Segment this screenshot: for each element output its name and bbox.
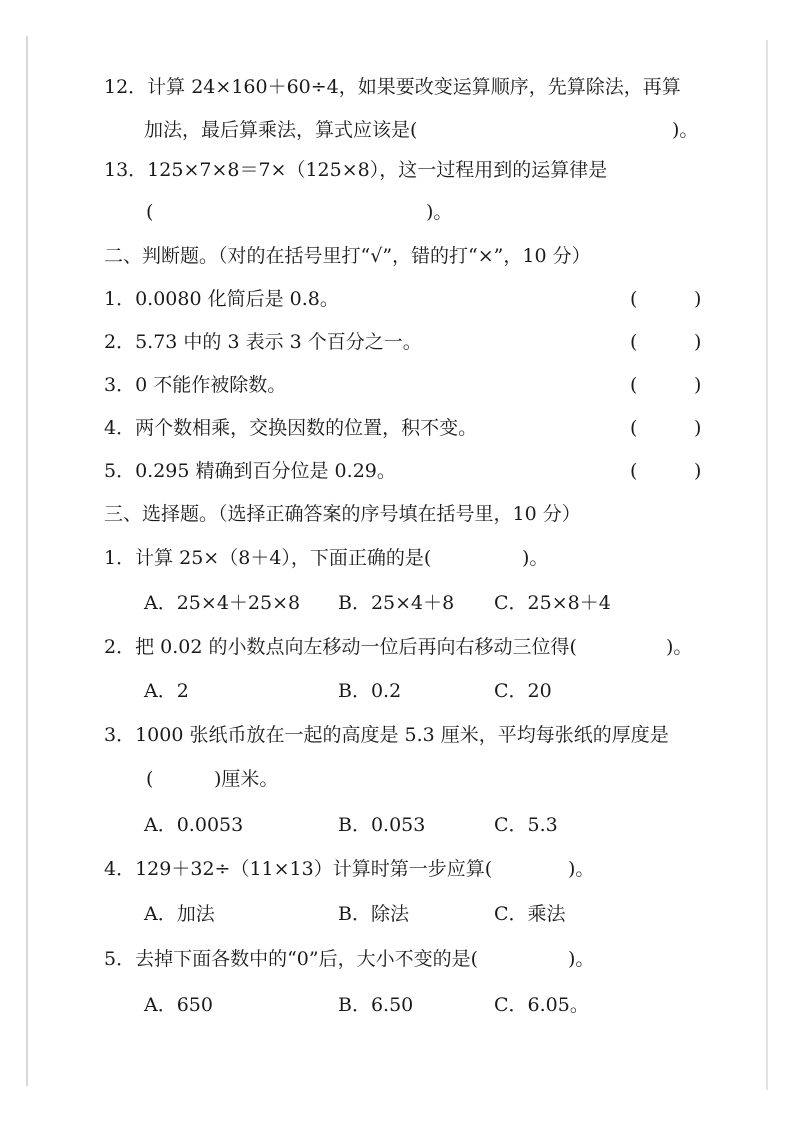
judge-item-2: 2．5.73 中的 3 表示 3 个百分之一。 <box>104 331 422 353</box>
judge-item-3: 3．0 不能作被除数。 <box>104 374 287 396</box>
choice-q1-stem: 1．计算 25×（8＋4），下面正确的是( <box>104 547 432 569</box>
choice-q3-close: )厘米。 <box>214 768 279 790</box>
choice-q5-option-a: A．650 <box>144 994 213 1016</box>
judge-item-1: 1．0.0080 化简后是 0.8。 <box>104 288 339 310</box>
judge-item-3-close: ) <box>694 374 702 396</box>
q13-blank-open: ( <box>146 201 154 223</box>
section3-heading: 三、选择题。（选择正确答案的序号填在括号里，10 分） <box>104 503 581 525</box>
judge-item-4: 4．两个数相乘，交换因数的位置，积不变。 <box>104 417 478 439</box>
q12-line2: 加法，最后算乘法，算式应该是( <box>144 119 418 141</box>
choice-q4-close: )。 <box>568 858 595 880</box>
choice-q3-option-b: B．0.053 <box>338 814 426 836</box>
judge-item-5-close: ) <box>694 460 702 482</box>
scan-edge-left <box>26 36 28 1086</box>
judge-item-5: 5．0.295 精确到百分位是 0.29。 <box>104 460 396 482</box>
q13-blank-close: )。 <box>426 201 453 223</box>
choice-q2-stem: 2．把 0.02 的小数点向左移动一位后再向右移动三位得( <box>104 636 577 658</box>
q13-line1: 13．125×7×8＝7×（125×8），这一过程用到的运算律是 <box>104 159 608 181</box>
choice-q1-option-b: B．25×4＋8 <box>338 592 455 614</box>
choice-q2-close: )。 <box>666 636 693 658</box>
choice-q2-option-b: B．0.2 <box>338 680 402 702</box>
choice-q2-option-c: C．20 <box>494 680 552 702</box>
choice-q4-option-b: B．除法 <box>338 903 409 925</box>
judge-item-4-close: ) <box>694 417 702 439</box>
choice-q4-stem: 4．129＋32÷（11×13）计算时第一步应算( <box>104 858 493 880</box>
q12-line1: 12．计算 24×160＋60÷4，如果要改变运算顺序，先算除法，再算 <box>104 76 681 98</box>
scan-edge-right <box>766 40 768 1090</box>
choice-q5-option-b: B．6.50 <box>338 994 414 1016</box>
judge-item-4-open: ( <box>630 417 638 439</box>
judge-item-2-close: ) <box>694 331 702 353</box>
q12-blank-close: )。 <box>672 119 699 141</box>
choice-q3-option-a: A．0.0053 <box>144 814 244 836</box>
judge-item-1-open: ( <box>630 288 638 310</box>
choice-q5-close: )。 <box>568 948 595 970</box>
section2-heading: 二、判断题。（对的在括号里打“√”，错的打“×”，10 分） <box>104 245 591 267</box>
choice-q4-option-a: A．加法 <box>144 903 215 925</box>
choice-q5-stem: 5．去掉下面各数中的“0”后，大小不变的是( <box>104 948 479 970</box>
choice-q1-option-a: A．25×4＋25×8 <box>144 592 301 614</box>
choice-q2-option-a: A．2 <box>144 680 189 702</box>
choice-q5-option-c: C．6.05。 <box>494 994 589 1016</box>
judge-item-1-close: ) <box>694 288 702 310</box>
judge-item-3-open: ( <box>630 374 638 396</box>
judge-item-2-open: ( <box>630 331 638 353</box>
choice-q1-option-c: C．25×8＋4 <box>494 592 611 614</box>
judge-item-5-open: ( <box>630 460 638 482</box>
choice-q3-stem: 3．1000 张纸币放在一起的高度是 5.3 厘米，平均每张纸的厚度是 <box>104 724 669 746</box>
choice-q3-option-c: C．5.3 <box>494 814 558 836</box>
choice-q1-close: )。 <box>522 547 549 569</box>
choice-q3-open: ( <box>146 768 154 790</box>
choice-q4-option-c: C．乘法 <box>494 903 566 925</box>
